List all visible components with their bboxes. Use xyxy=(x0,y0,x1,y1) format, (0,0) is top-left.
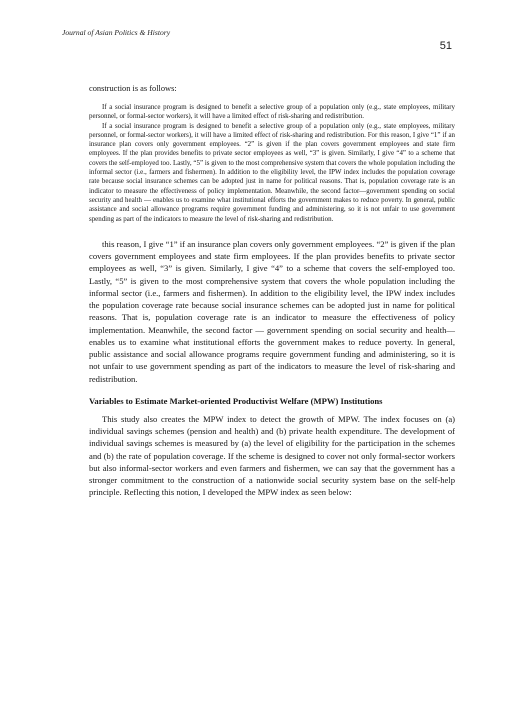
page-body xyxy=(89,83,455,499)
page-number: 51 xyxy=(439,40,452,52)
journal-title: Journal of Asian Politics & History xyxy=(62,28,171,37)
quote-paragraph-1: If a social insurance program is designed to benefit a selective group of a population only (e.g., state employees, military personnel, or formal-sector workers), it will have a limited effect of risk-sharing and redistribution. xyxy=(89,103,455,121)
body-paragraph-2: This study also creates the MPW index to detect the growth of MPW. The index focuses on (a) individual savings schemes (pension and health) and (b) private health expenditure. The development of individual savings schemes is measured by (a) the level of eligibility for the participation in the schemes and (b) the rate of population coverage. If the scheme is designed to cover not only formal-sector workers but also informal-sector workers and even farmers and fishermen, we can say that the government has a stronger commitment to the construction of a nationwide social security system base on the self-help principle. Reflecting this notion, I developed the MPW index as seen below: xyxy=(89,413,455,498)
section-heading: Variables to Estimate Market-oriented Productivist Welfare (MPW) Institutions xyxy=(89,395,383,406)
page-header xyxy=(62,28,452,60)
block-quote xyxy=(89,103,455,224)
quote-paragraph-2: If a social insurance program is designed to benefit a selective group of a population only (e.g., state employees, military personnel, or formal-sector workers), it will have a limited effect of risk-sharing and redistribution. For this reason, I give “1” if an insurance plan covers only government employees. “2” is given if the plan covers government employees and state firm employees. If the plan provides benefits to private sector employees as well, “3” is given. Similarly, I give “4” to a scheme that covers the self-employed too. Lastly, “5” is given to the most comprehensive system that covers the whole population including the informal sector (i.e., farmers and fishermen). In addition to the eligibility level, the IPW index includes the population coverage rate because social insurance schemes can be adopted just in name for political reasons. That is, population coverage rate is an indicator to measure the effectiveness of policy implementation. Meanwhile, the second factor—government spending on social security and health — enables us to examine what institutional efforts the government makes to reduce poverty. In general, public assistance and social allowance programs require government funding and administering, so it is not unfair to use government spending as part of the indicators to measure the level of risk-sharing and redistribution. xyxy=(89,121,455,223)
lead-line: construction is as follows: xyxy=(89,84,177,93)
body-paragraph-1: this reason, I give “1” if an insurance plan covers only government employees. “2” is given if the plan covers government employees and state firm employees. If the plan provides benefits to private sector employees as well, “3” is given. Similarly, I give “4” to a scheme that covers the self-employed too. Lastly, “5” is given to the most comprehensive system that covers the whole population including the informal sector (i.e., farmers and fishermen). In addition to the eligibility level, the IPW index includes the population coverage rate because social insurance schemes can be adopted just in name for political reasons. That is, population coverage rate is an indicator to measure the effectiveness of policy implementation. Meanwhile, the second factor — government spending on social security and health—enables us to examine what institutional efforts the government makes to reduce poverty. In general, public assistance and social allowance programs require government funding and administering, so it is not unfair to use government spending as part of the indicators to measure the level of risk-sharing and redistribution. xyxy=(89,238,455,384)
